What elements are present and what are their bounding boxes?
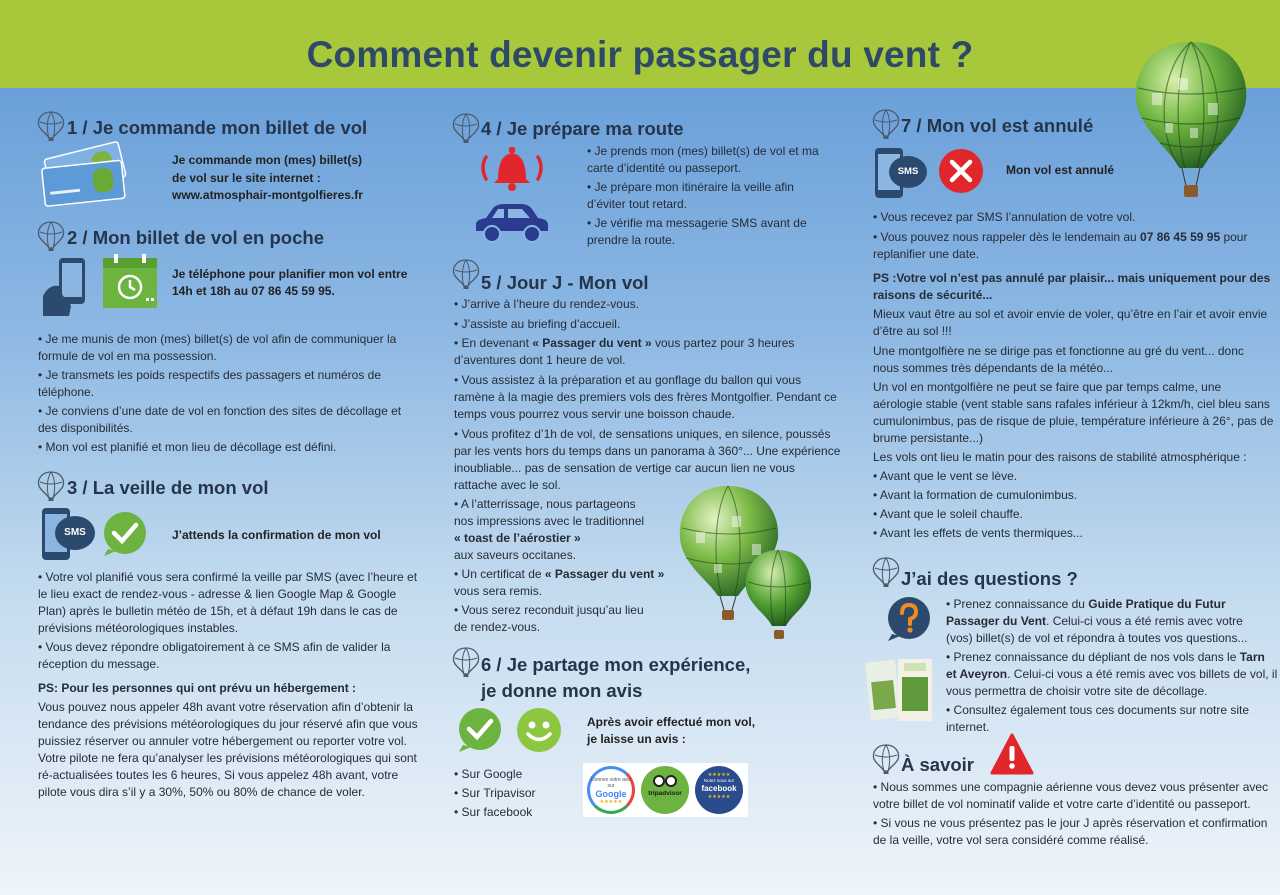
google-review-badge[interactable]: Donnez votre avis sur Google ★★★★★ [587, 766, 635, 814]
s2-bullet: • Mon vol est planifié et mon lieu de décollage est défini. [38, 440, 337, 454]
s5-line: • A l’atterrissage, nous partageons [454, 497, 636, 511]
savoir-line: • Nous sommes une compagnie aérienne vous devez vous présenter avec [873, 780, 1269, 794]
section-2-title: 2 / Mon billet de vol en poche [67, 227, 324, 248]
s5-line: « toast de l’aérostier » [454, 531, 581, 545]
s7-line: replanifier une date. [873, 247, 980, 261]
s7-line: brume persistante...) [873, 431, 984, 445]
s3-bullet: prévisions météorologiques instables. [38, 621, 239, 635]
q-line: • Prenez connaissance du Guide Pratique du Futur [946, 597, 1226, 611]
section-7-title: 7 / Mon vol est annulé [901, 115, 1094, 136]
s7-line: • Avant la formation de cumulonimbus. [873, 488, 1078, 502]
savoir-line: de la veille, votre vol sera considéré comme réalisé. [873, 833, 1149, 847]
s5-line: • Vous serez reconduit jusqu’au lieu [454, 603, 644, 617]
review-site-facebook: • Sur facebook [454, 805, 533, 819]
s2-bullet: des disponibilités. [38, 421, 133, 435]
s7-line: nous sommes très dépendants de la météo... [873, 361, 1114, 375]
review-line-1: Après avoir effectué mon vol, [587, 715, 756, 729]
section-4-title: 4 / Je prépare ma route [481, 118, 684, 139]
s5-line: nos impressions avec le traditionnel [454, 514, 645, 528]
order-line-1: Je commande mon (mes) billet(s) [172, 153, 363, 167]
s7-line: d’être au sol !!! [873, 324, 952, 338]
s7-ps: raisons de sécurité... [873, 288, 993, 302]
balloon-outline-icon [451, 112, 481, 144]
s3-ps-line: pilote vous dira s’il y a 30%, 50% ou 80% de chance de voler. [38, 785, 365, 799]
s5-line: inoubliable... pas de sensation de vertige car aucun lien ne vous [454, 461, 795, 475]
s7-line: • Vous recevez par SMS l’annulation de votre vol. [873, 210, 1136, 224]
s5-line: • En devenant « Passager du vent » vous partez pour 3 heures [454, 336, 795, 350]
flight-cancelled-label: Mon vol est annulé [1006, 163, 1115, 177]
s3-ps-line: tendance des prévisions météorologiques du jour réservé afin que vous [38, 717, 418, 731]
checkmark-icon [102, 511, 148, 557]
s5-line: • Vous profitez d’1h de vol, de sensations uniques, en silence, poussés [454, 427, 831, 441]
review-line-2: je laisse un avis : [587, 732, 686, 746]
section-5-title: 5 / Jour J - Mon vol [481, 272, 649, 293]
balloon-outline-icon [36, 110, 66, 142]
s4-line: • Je vérifie ma messagerie SMS avant de [587, 216, 807, 230]
s3-ps-line: ré-actualisées toutes les 6 heures, Si vous appelez 48h avant, votre [38, 768, 399, 782]
checkmark-icon [457, 707, 503, 753]
balloon-outline-icon [36, 220, 66, 252]
balloon-outline-icon [871, 108, 901, 140]
section-6-title-line-2: je donne mon avis [481, 680, 643, 701]
s3-bullet: le lieu exact de rendez-vous - adresse & lien Google Map & Google [38, 587, 397, 601]
s5-line: rattache avec le sol. [454, 478, 561, 492]
section-1-title: 1 / Je commande mon billet de vol [67, 117, 368, 138]
s5-line: vous sera remis. [454, 584, 543, 598]
review-site-tripadvisor: • Sur Tripavisor [454, 786, 536, 800]
q-line: • Prenez connaissance du dépliant de nos vols dans le Tarn [946, 650, 1265, 664]
s7-line: • Avant les effets de vents thermiques... [873, 526, 1083, 540]
page-title: Comment devenir passager du vent ? [306, 34, 974, 75]
s5-line: • Un certificat de « Passager du vent » [454, 567, 665, 581]
s7-line: Mieux vaut être au sol et avoir envie de voler, qu’être en l’air et avoir envie [873, 307, 1268, 321]
s5-line: aux saveurs occitanes. [454, 548, 577, 562]
s2-bullet: • Je transmets les poids respectifs des passagers et numéros de [38, 368, 382, 382]
s4-line: d’éviter tout retard. [587, 197, 688, 211]
s2-bullet: • Je me munis de mon (mes) billet(s) de vol afin de communiquer la [38, 332, 397, 346]
hot-air-balloon-image [1130, 38, 1252, 203]
questions-title: J’ai des questions ? [901, 568, 1078, 589]
sms-bubble: SMS [55, 516, 95, 550]
s3-bullet: Plan) après le bulletin météo de 15h, et à défaut 19h dans le cas de [38, 604, 398, 618]
s3-ps-title: PS: Pour les personnes qui ont prévu un hébergement : [38, 681, 357, 695]
website-link[interactable]: www.atmosphair-montgolfieres.fr [172, 188, 363, 202]
s3-ps-line: Vous pouvez nous appeler 48h avant votre réservation afin d’obtenir la [38, 700, 413, 714]
q-line: vous permettra de choisir votre site de décollage. [946, 684, 1208, 698]
q-line: et Aveyron. Celui-ci vous a été remis avec vos billets de vol, il [946, 667, 1278, 681]
s7-ps: PS :Votre vol n’est pas annulé par plaisir... mais uniquement pour des [873, 271, 1271, 285]
s4-line: carte d’identité ou passeport. [587, 161, 742, 175]
s5-line: par les vents hors du temps dans un panorama à 360°... Une expérience [454, 444, 841, 458]
q-line: (vos) billet(s) de vol et répondra à toutes vos questions... [946, 631, 1248, 645]
balloon-outline-icon [451, 258, 481, 290]
tickets-image [37, 140, 135, 212]
s2-bullet: • Je conviens d’une date de vol en fonction des sites de décollage et [38, 404, 402, 418]
s5-line: d’aventures dont 1 heure de vol. [454, 353, 626, 367]
balloon-outline-icon [451, 646, 481, 678]
tripadvisor-review-badge[interactable]: tripadvisor [641, 766, 689, 814]
s7-line: aérologie stable (vent stable sans rafales inférieur à 12km/h, ciel bleu sans [873, 397, 1270, 411]
section-6-title-line-1: 6 / Je partage mon expérience, [481, 654, 751, 675]
cancel-x-icon [938, 148, 984, 194]
s7-line: • Avant que le vent se lève. [873, 469, 1018, 483]
phone-line-1: Je téléphone pour planifier mon vol entre [172, 267, 408, 281]
phone-line-2: 14h et 18h au 07 86 45 59 95. [172, 284, 335, 298]
s5-line: • J’arrive à l’heure du rendez-vous. [454, 297, 639, 311]
order-line-2: de vol sur le site internet : [172, 171, 321, 185]
s4-line: • Je prépare mon itinéraire la veille afin [587, 180, 794, 194]
s3-ps-line: puissiez réserver ou annuler votre hébergement ou reporter votre vol. [38, 734, 407, 748]
section-3-title: 3 / La veille de mon vol [67, 477, 269, 498]
question-mark-icon [886, 596, 932, 642]
balloon-outline-icon [871, 743, 901, 775]
s3-bullet: réception du message. [38, 657, 160, 671]
savoir-title: À savoir [901, 754, 975, 775]
two-balloons-image [674, 484, 814, 644]
s7-line: Un vol en montgolfière ne peut se faire que par temps calme, une [873, 380, 1222, 394]
review-site-google: • Sur Google [454, 767, 523, 781]
smiley-icon [516, 707, 562, 753]
s4-line: • Je prends mon (mes) billet(s) de vol et ma [587, 144, 819, 158]
await-confirmation: J’attends la confirmation de mon vol [172, 528, 381, 542]
s4-line: prendre la route. [587, 233, 676, 247]
car-icon [474, 201, 550, 245]
s2-bullet: téléphone. [38, 385, 95, 399]
s5-line: ramène à la magie des premiers vols des frères Montgolfier. Pendant ce [454, 390, 837, 404]
s3-ps-line: Votre pilote ne fera qu’analyser les prévisions météorologiques qui sont [38, 751, 417, 765]
title-banner [0, 0, 1280, 88]
q-line: • Consultez également tous ces documents sur notre site [946, 703, 1250, 717]
balloon-outline-icon [871, 556, 901, 588]
calendar-clock-icon [102, 254, 158, 310]
s7-line: Une montgolfière ne se dirige pas et fonctionne au gré du vent... donc [873, 344, 1244, 358]
sms-bubble: SMS [889, 156, 927, 188]
s5-line: • Vous assistez à la préparation et au gonflage du ballon qui vous [454, 373, 802, 387]
balloon-outline-icon [36, 470, 66, 502]
brochures-image [864, 657, 936, 723]
phone-in-hand-icon [41, 256, 93, 316]
q-line: Passager du Vent. Celui-ci vous a été remis avec votre [946, 614, 1243, 628]
q-line: internet. [946, 720, 990, 734]
s5-line: • J’assiste au briefing d’accueil. [454, 317, 621, 331]
alarm-bell-icon [476, 145, 548, 193]
s3-bullet: • Votre vol planifié vous sera confirmé la veille par SMS (avec l’heure et [38, 570, 418, 584]
s7-line: cumulonimbus, pas de risque de pluie, température inférieure à 26°, pas de [873, 414, 1274, 428]
s2-bullet: formule de vol en ma possession. [38, 349, 217, 363]
s5-line: temps vous pourrez vous servir une boisson chaude. [454, 407, 735, 421]
savoir-line: votre billet de vol nominatif valide et votre carte d’identité ou passeport. [873, 797, 1251, 811]
warning-icon [990, 733, 1034, 775]
s5-line: de rendez-vous. [454, 620, 541, 634]
s7-line: Les vols ont lieu le matin pour des raisons de stabilité atmosphérique : [873, 450, 1247, 464]
savoir-line: • Si vous ne vous présentez pas le jour J après réservation et confirmation [873, 816, 1268, 830]
s7-line: • Avant que le soleil chauffe. [873, 507, 1023, 521]
facebook-review-badge[interactable]: ★★★★★ Notez nous sur facebook ★★★★★ [695, 766, 743, 814]
s3-bullet: • Vous devez répondre obligatoirement à ce SMS afin de valider la [38, 640, 391, 654]
s7-line: • Vous pouvez nous rappeler dès le lendemain au 07 86 45 59 95 pour [873, 230, 1248, 244]
